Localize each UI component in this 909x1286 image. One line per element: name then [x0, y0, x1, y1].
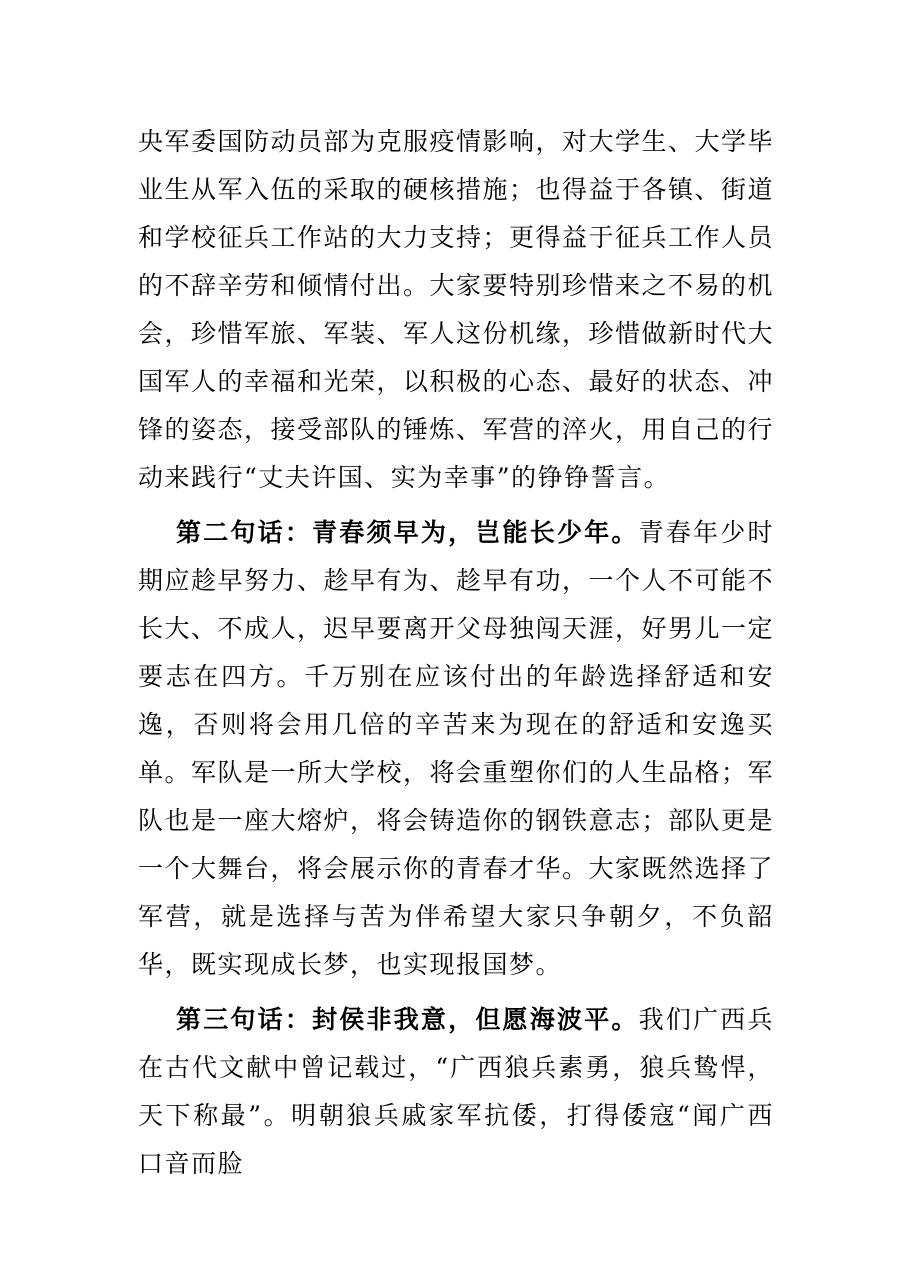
paragraph-1 [138, 118, 774, 502]
document-body [138, 118, 774, 1195]
paragraph-1-text: 央军委国防动员部为克服疫情影响，对大学生、大学毕业生从军入伍的采取的硬核措施；也得益于各镇、街道和学校征兵工作站的大力支持；更得益于征兵工作人员的不辞辛劳和倾情付出。大家要特别珍惜来之不易的机会，珍惜军旅、军装、军人这份机缘，珍惜做新时代大国军人的幸福和光荣，以积极的心态、最好的状态、冲锋的姿态，接受部队的锤炼、军营的淬火，用自己的行动来践行“丈夫许国、实为幸事”的铮铮誓言。 [138, 127, 775, 492]
paragraph-2 [138, 509, 774, 989]
paragraph-3 [138, 996, 774, 1188]
paragraph-3-lead: 第三句话：封侯非我意，但愿海波平。 [176, 1005, 639, 1034]
paragraph-2-text: 青春年少时期应趁早努力、趁早有为、趁早有功，一个人不可能不长大、不成人，迟早要离开父母独闯天涯，好男儿一定要志在四方。千万别在应该付出的年龄选择舒适和安逸，否则将会用几倍的辛苦来为现在的舒适和安逸买单。军队是一所大学校，将会重塑你们的人生品格；军队也是一座大熔炉，将会铸造你的钢铁意志；部队更是一个大舞台，将会展示你的青春才华。大家既然选择了军营，就是选择与苦为伴希望大家只争朝夕，不负韶华，既实现成长梦，也实现报国梦。 [138, 518, 775, 979]
paragraph-2-lead: 第二句话：青春须早为，岂能长少年。 [176, 518, 639, 547]
paragraph-3-text: 我们广西兵在古代文献中曾记载过，“广西狼兵素勇，狼兵鸷悍，天下称最”。明朝狼兵戚家军抗倭，打得倭寇“闻广西口音而脸 [138, 1005, 774, 1178]
